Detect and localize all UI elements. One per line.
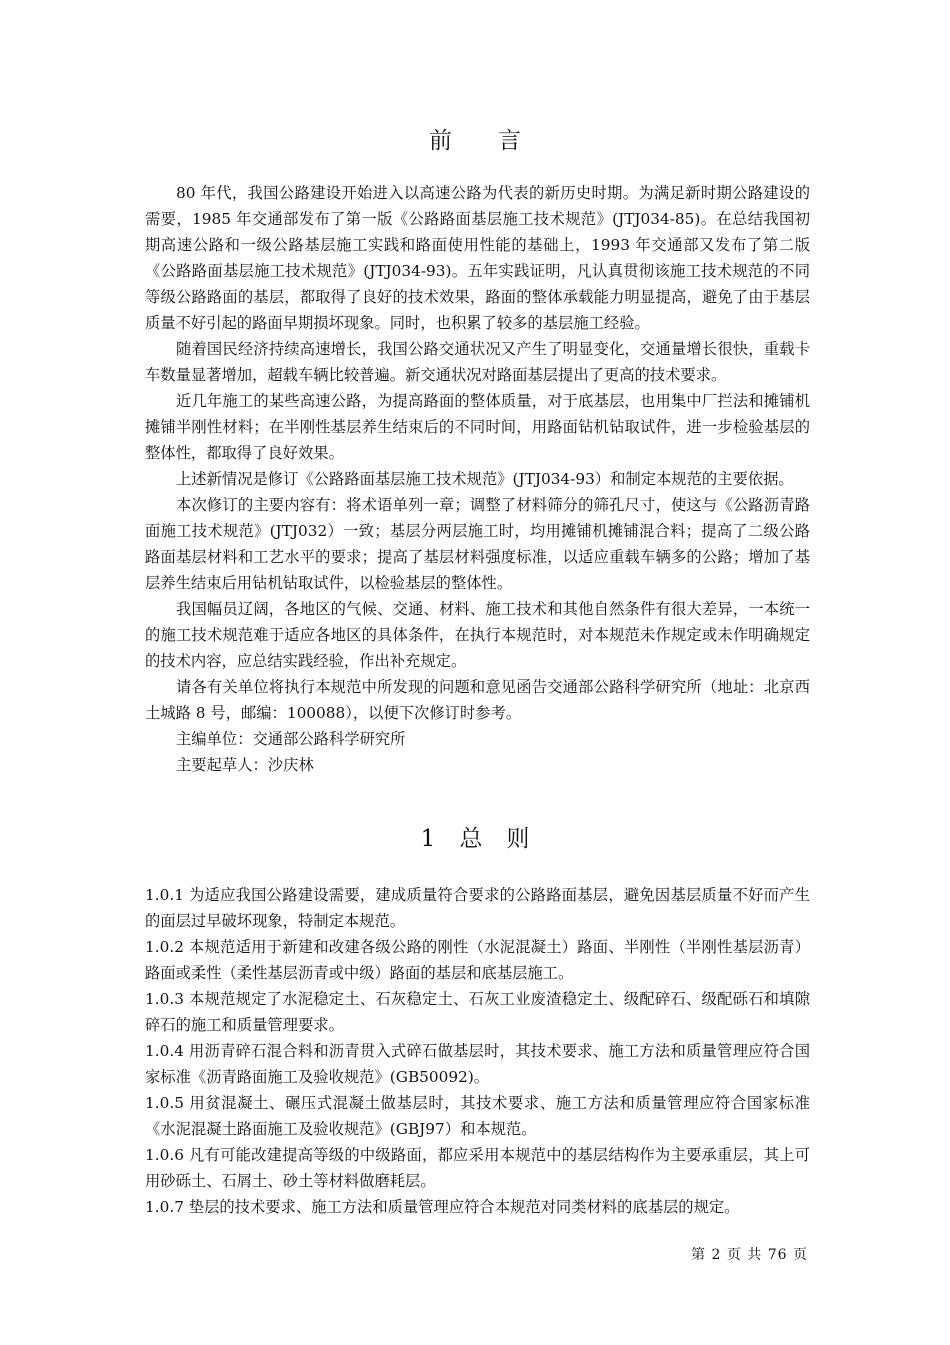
clause-1-0-4: 1.0.4 用沥青碎石混合料和沥青贯入式碎石做基层时，其技术要求、施工方法和质量管理应符合国家标准《沥青路面施工及验收规范》(GB50092)。 (145, 1042, 810, 1086)
clause-1-0-2: 1.0.2 本规范适用于新建和改建各级公路的刚性（水泥混凝土）路面、半刚性（半刚性基层沥青）路面或柔性（柔性基层沥青或中级）路面的基层和底基层施工。 (145, 938, 810, 982)
preface-title (0, 122, 950, 155)
preface-paragraph-1: 80 年代，我国公路建设开始进入以高速公路为代表的新历史时期。为满足新时期公路建设的需要，1985 年交通部发布了第一版《公路路面基层施工技术规范》(JTJ034-85)。在总结我国初期高速公路和一级公路基层施工实践和路面使用性能的基础上，1993 年交通部又发布了第二版《公路路面基层施工技术规范》(JTJ034-93)。五年实践证明，凡认真贯彻该施工技术规范的不同等级公路路面的基层，都取得了良好的技术效果，路面的整体承载能力明显提高，避免了由于基层质量不好引起的路面早期损坏现象。同时，也积累了较多的基层施工经验。 (145, 184, 810, 332)
preface-paragraph-3: 近几年施工的某些高速公路，为提高路面的整体质量，对于底基层，也用集中厂拦法和摊铺机摊铺半刚性材料；在半刚性基层养生结束后的不同时间，用路面钻机钻取试件，进一步检验基层的整体性，都取得了良好效果。 (145, 392, 810, 462)
preface-paragraph-7: 请各有关单位将执行本规范中所发现的问题和意见函告交通部公路科学研究所（地址：北京西土城路 8 号，邮编：100088），以便下次修订时参考。 (145, 678, 810, 722)
clause-1-0-5: 1.0.5 用贫混凝土、碾压式混凝土做基层时，其技术要求、施工方法和质量管理应符合国家标准《水泥混凝土路面施工及验收规范》(GBJ97）和本规范。 (145, 1094, 810, 1138)
chapter-title-char-1: 总 (459, 826, 483, 852)
clause-1-0-1: 1.0.1 为适应我国公路建设需要，建成质量符合要求的公路路面基层，避免因基层质量不好而产生的面层过早破坏现象，特制定本规范。 (145, 886, 810, 930)
preface-title-char-1: 前 (429, 128, 452, 154)
chapter-number: 1 (420, 826, 436, 852)
preface-paragraph-6: 我国幅员辽阔，各地区的气候、交通、材料、施工技术和其他自然条件有很大差异，一本统一的施工技术规范难于适应各地区的具体条件，在执行本规范时，对本规范未作规定或未作明确规定的技术内容，应总结实践经验，作出补充规定。 (145, 600, 810, 670)
preface-body (145, 180, 810, 778)
preface-title-char-2: 言 (498, 128, 521, 154)
general-provisions-body (145, 882, 810, 1220)
chapter-title (0, 820, 950, 853)
clause-1-0-6: 1.0.6 凡有可能改建提高等级的中级路面，都应采用本规范中的基层结构作为主要承重层，其上可用砂砾土、石屑土、砂土等材料做磨耗层。 (145, 1146, 810, 1190)
page-number-footer: 第 2 页 共 76 页 (691, 1247, 808, 1263)
preface-paragraph-2: 随着国民经济持续高速增长，我国公路交通状况又产生了明显变化，交通量增长很快，重载卡车数量显著增加，超载车辆比较普遍。新交通状况对路面基层提出了更高的技术要求。 (145, 340, 810, 384)
main-drafter: 主要起草人：沙庆林 (176, 756, 314, 774)
clause-1-0-7: 1.0.7 垫层的技术要求、施工方法和质量管理应符合本规范对同类材料的底基层的规定。 (145, 1198, 740, 1216)
chapter-title-char-2: 则 (506, 826, 530, 852)
chief-editor-unit: 主编单位：交通部公路科学研究所 (176, 730, 406, 748)
preface-paragraph-5: 本次修订的主要内容有：将术语单列一章；调整了材料筛分的筛孔尺寸，使这与《公路沥青路面施工技术规范》(JTJ032）一致；基层分两层施工时，均用摊铺机摊铺混合料；提高了二级公路路面基层材料和工艺水平的要求；提高了基层材料强度标准，以适应重载车辆多的公路；增加了基层养生结束后用钻机钻取试件，以检验基层的整体性。 (145, 496, 810, 592)
preface-paragraph-4: 上述新情况是修订《公路路面基层施工技术规范》(JTJ034-93）和制定本规范的主要依据。 (176, 470, 794, 488)
clause-1-0-3: 1.0.3 本规范规定了水泥稳定土、石灰稳定土、石灰工业废渣稳定土、级配碎石、级配砾石和填隙碎石的施工和质量管理要求。 (145, 990, 810, 1034)
